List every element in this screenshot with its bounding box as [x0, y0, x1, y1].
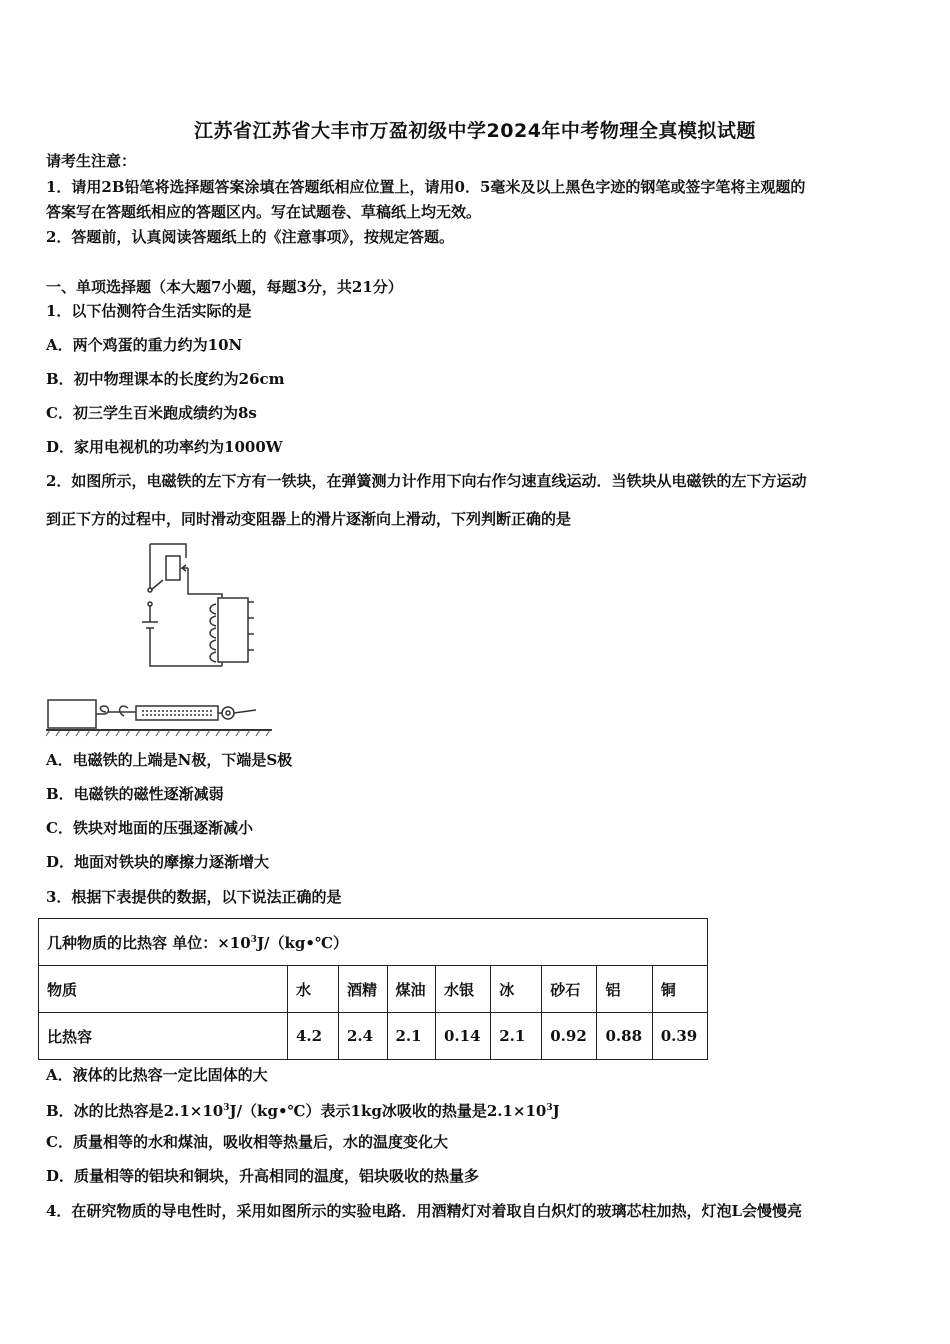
table-cell: 煤油	[387, 966, 436, 1013]
table-cell: 2.1	[491, 1013, 542, 1060]
table-row-label: 物质	[39, 966, 288, 1013]
q2-stem-line-1: 2．如图所示，电磁铁的左下方有一铁块，在弹簧测力计作用下向右作匀速直线运动．当铁块从电磁铁的左下方运动	[46, 472, 807, 490]
q2-option-c: C．铁块对地面的压强逐渐减小	[46, 819, 253, 837]
table-row-label: 比热容	[39, 1013, 288, 1060]
q2-stem-line-2: 到正下方的过程中，同时滑动变阻器上的滑片逐渐向上滑动，下列判断正确的是	[46, 510, 572, 528]
q2-option-a: A．电磁铁的上端是N极，下端是S极	[46, 751, 293, 769]
q4-stem: 4．在研究物质的导电性时，采用如图所示的实验电路．用酒精灯对着取自白炽灯的玻璃芯柱加热，灯泡L会慢慢亮	[46, 1202, 802, 1220]
table-cell: 0.92	[542, 1013, 597, 1060]
q1-option-b: B．初中物理课本的长度约为26cm	[46, 370, 285, 388]
q1-option-c: C．初三学生百米跑成绩约为8s	[46, 404, 257, 422]
q1-option-d: D．家用电视机的功率约为1000W	[46, 438, 283, 456]
table-cell: 0.14	[436, 1013, 491, 1060]
q3-option-a: A．液体的比热容一定比固体的大	[46, 1066, 268, 1084]
q1-option-a: A．两个鸡蛋的重力约为10N	[46, 336, 243, 354]
table-cell: 0.88	[597, 1013, 652, 1060]
table-cell: 酒精	[339, 966, 388, 1013]
specific-heat-table	[38, 918, 708, 1060]
q3-option-c: C．质量相等的水和煤油，吸收相等热量后，水的温度变化大	[46, 1133, 448, 1151]
table-cell: 铜	[652, 966, 707, 1013]
q3-option-b: B．冰的比热容是$2.1\times 10^3J/(kg•℃)$表示1kg冰吸收的热量是$2.1\times 10^3J$	[46, 1102, 560, 1120]
table-cell: 4.2	[288, 1013, 339, 1060]
electromagnet-circuit-figure	[130, 538, 270, 678]
table-cell: 水	[288, 966, 339, 1013]
iron-block-spring-scale-figure	[44, 690, 274, 740]
notice-line-1: 1．请用2B铅笔将选择题答案涂填在答题纸相应位置上，请用0．5毫米及以上黑色字迹的钢笔或签字笔将主观题的	[46, 178, 806, 196]
notice-line-2: 答案写在答题纸相应的答题区内。写在试题卷、草稿纸上均无效。	[46, 203, 482, 221]
q2-option-d: D．地面对铁块的摩擦力逐渐增大	[46, 853, 270, 871]
table-row-substances	[39, 966, 708, 1013]
table-cell: 水银	[436, 966, 491, 1013]
table-cell: 砂石	[542, 966, 597, 1013]
table-cell: 0.39	[652, 1013, 707, 1060]
notice-heading: 请考生注意：	[46, 152, 137, 170]
page-title: 江苏省江苏省大丰市万盈初级中学2024年中考物理全真模拟试题	[194, 120, 756, 142]
q2-option-b: B．电磁铁的磁性逐渐减弱	[46, 785, 224, 803]
table-cell: 铝	[597, 966, 652, 1013]
table-caption: 几种物质的比热容 单位：$\times 10^3J/(kg•℃)$	[39, 919, 708, 966]
table-cell: 2.1	[387, 1013, 436, 1060]
q3-option-d: D．质量相等的铝块和铜块，升高相同的温度，铝块吸收的热量多	[46, 1167, 480, 1185]
q3-stem: 3．根据下表提供的数据，以下说法正确的是	[46, 888, 342, 906]
section-heading: 一、单项选择题（本大题7小题，每题3分，共21分）	[46, 278, 403, 296]
table-cell: 2.4	[339, 1013, 388, 1060]
notice-line-3: 2．答题前，认真阅读答题纸上的《注意事项》，按规定答题。	[46, 228, 454, 246]
table-cell: 冰	[491, 966, 542, 1013]
table-caption-row	[39, 919, 708, 966]
table-row-values	[39, 1013, 708, 1060]
q1-stem: 1．以下估测符合生活实际的是	[46, 302, 252, 320]
